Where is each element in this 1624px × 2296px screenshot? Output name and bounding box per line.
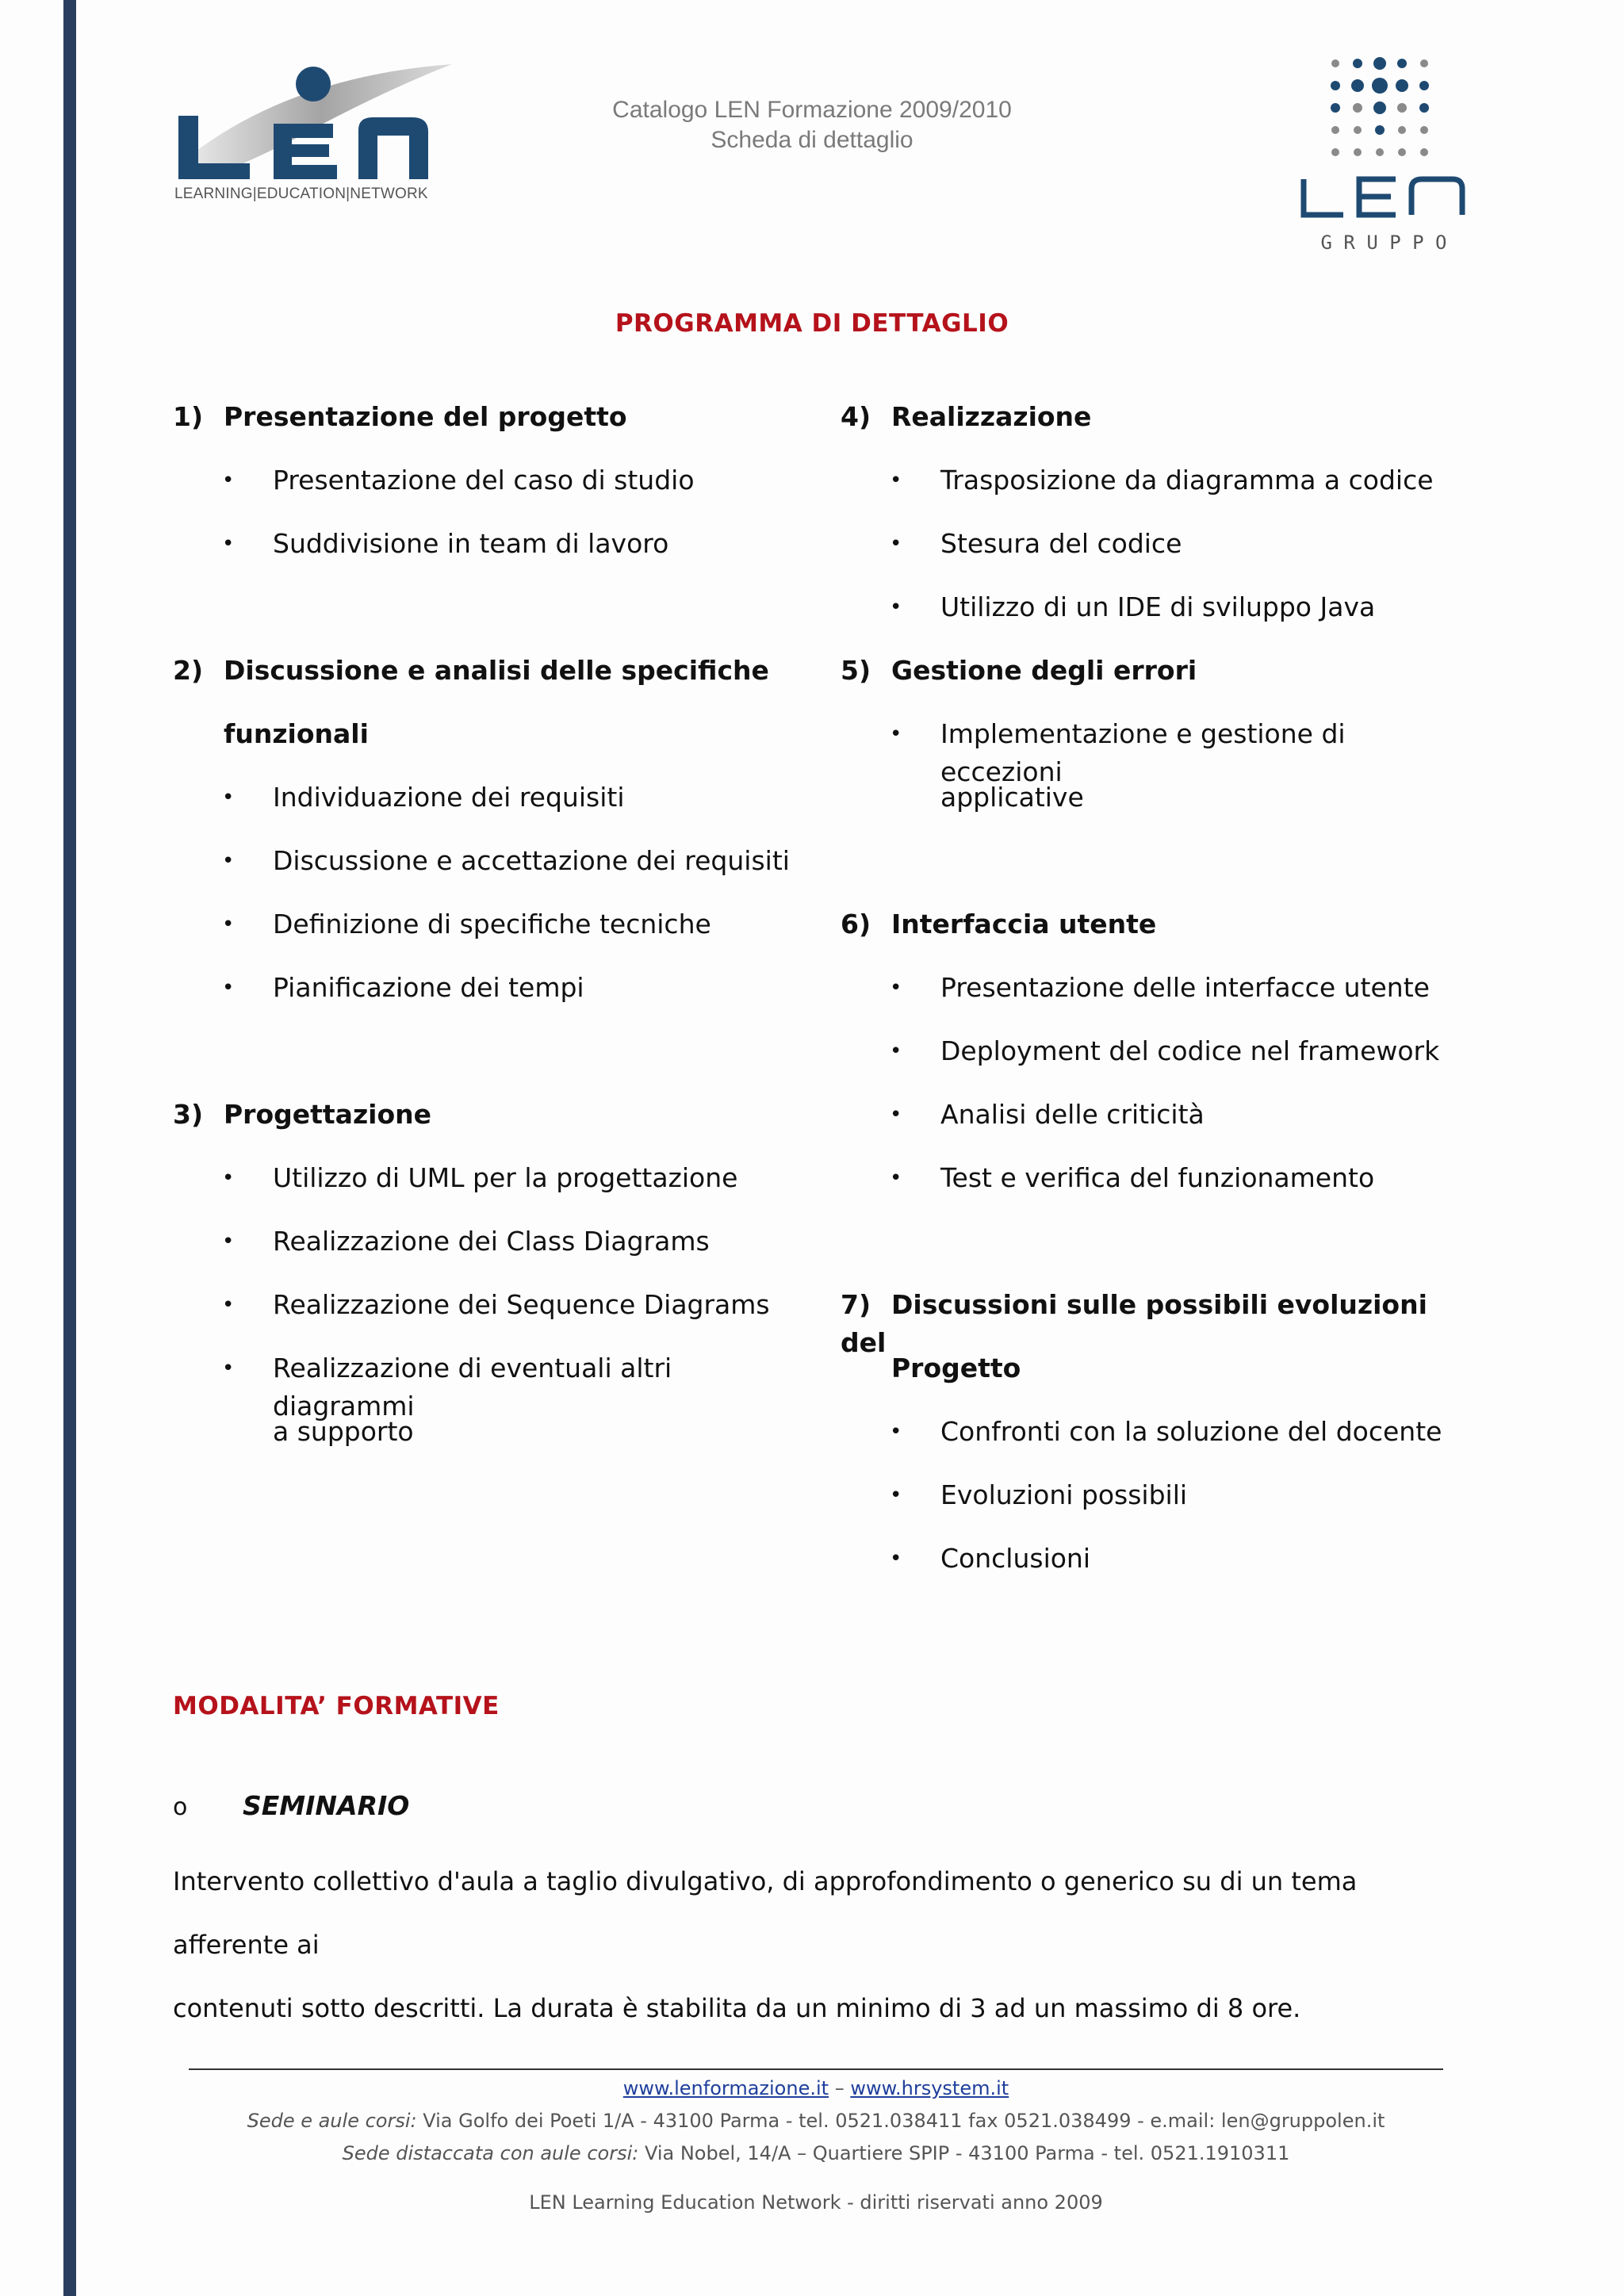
- footer-address-secondary: [189, 2142, 1443, 2164]
- bullet-icon: •: [222, 1166, 235, 1190]
- bullet-icon: •: [222, 469, 235, 492]
- footer-copyright: LEN Learning Education Network - diritti riservati anno 2009: [529, 2191, 1103, 2214]
- bullet-icon: •: [890, 595, 902, 619]
- section-heading: [841, 652, 1475, 715]
- section-number: 4): [841, 401, 871, 432]
- section-number: 3): [173, 1099, 204, 1130]
- footer-address-main: [189, 2110, 1443, 2132]
- list-item: [173, 842, 807, 905]
- list-item-text: Evoluzioni possibili: [940, 1479, 1188, 1510]
- list-item: [173, 525, 807, 588]
- section-number: 1): [173, 401, 204, 432]
- list-item-text: Discussione e accettazione dei requisiti: [273, 845, 790, 876]
- list-item-text: Test e verifica del funzionamento: [940, 1162, 1375, 1193]
- list-item: [173, 779, 807, 842]
- bullet-icon: •: [222, 913, 235, 936]
- list-item: [841, 1413, 1475, 1476]
- document-header: [574, 95, 1050, 155]
- program-left-column: [173, 398, 807, 1476]
- section-title: Realizzazione: [891, 401, 1092, 432]
- section-heading: [173, 715, 807, 779]
- list-item-text: Realizzazione dei Sequence Diagrams: [273, 1289, 770, 1320]
- bullet-icon: •: [222, 849, 235, 873]
- section-title: Presentazione del progetto: [224, 401, 627, 432]
- section-spacer: [173, 588, 807, 652]
- seminario-description-line: Intervento collettivo d'aula a taglio divulgativo, di approfondimento o generico su di un tema afferente ai: [173, 1866, 1358, 1960]
- list-item: [173, 1223, 807, 1286]
- section-heading: [841, 905, 1475, 969]
- programma-title: PROGRAMMA DI DETTAGLIO: [615, 309, 1009, 338]
- list-item-text: Pianificazione dei tempi: [273, 972, 584, 1003]
- list-item: [173, 1286, 807, 1349]
- section-spacer: [841, 1223, 1475, 1286]
- list-item: [841, 588, 1475, 652]
- gruppo-len-logo: [1293, 52, 1475, 258]
- bullet-icon: •: [222, 1293, 235, 1317]
- bullet-icon: •: [890, 1039, 902, 1063]
- footer-address-secondary-label: Sede distaccata con aule corsi:: [342, 2142, 639, 2164]
- list-item: [841, 1096, 1475, 1159]
- list-item-text: Conclusioni: [940, 1543, 1091, 1574]
- seminario-item: [173, 1787, 409, 1827]
- list-item: [841, 1159, 1475, 1223]
- section-spacer: [173, 1032, 807, 1096]
- list-item: [841, 1476, 1475, 1540]
- list-item: [173, 905, 807, 969]
- bullet-icon: •: [890, 1166, 902, 1190]
- section-number: 6): [841, 909, 871, 939]
- list-item-text: Individuazione dei requisiti: [273, 782, 625, 813]
- section-title: funzionali: [224, 718, 369, 749]
- seminario-description-line: contenuti sotto descritti. La durata è stabilita da un minimo di 3 ad un massimo di 8 ore.: [173, 1993, 1301, 2023]
- bullet-icon: •: [222, 1230, 235, 1253]
- bullet-icon: •: [222, 1357, 235, 1380]
- bullet-icon: •: [890, 1103, 902, 1127]
- bullet-icon: •: [890, 1547, 902, 1571]
- section-heading: [841, 1286, 1475, 1358]
- bullet-icon: •: [890, 722, 902, 746]
- footer-links: [189, 2077, 1443, 2099]
- list-item-text: Realizzazione dei Class Diagrams: [273, 1226, 710, 1257]
- section-title: Interfaccia utente: [891, 909, 1157, 939]
- bullet-icon: •: [222, 976, 235, 1000]
- hrsystem-link[interactable]: www.hrsystem.it: [850, 2077, 1009, 2099]
- gruppo-logo-subtitle: G R U P P O: [1320, 232, 1447, 254]
- bullet-icon: •: [890, 1420, 902, 1444]
- section-title: Gestione degli errori: [891, 655, 1197, 686]
- bullet-icon: •: [890, 1483, 902, 1507]
- section-title: Discussioni sulle possibili evoluzioni del: [841, 1289, 1427, 1358]
- bullet-icon: •: [222, 532, 235, 556]
- list-item-text: Suddivisione in team di lavoro: [273, 528, 669, 559]
- list-item-text: Confronti con la soluzione del docente: [940, 1416, 1442, 1447]
- footer-link-separator: –: [829, 2077, 851, 2099]
- section-heading: [841, 1349, 1475, 1413]
- list-item-text: Realizzazione di eventuali altri diagrammi: [273, 1353, 672, 1422]
- bullet-icon: •: [890, 469, 902, 492]
- section-number: 7): [841, 1289, 871, 1320]
- catalog-subtitle: Scheda di dettaglio: [710, 127, 914, 153]
- list-item-text: Presentazione delle interfacce utente: [940, 972, 1430, 1003]
- footer-address-secondary-text: Via Nobel, 14/A – Quartiere SPIP - 43100 Parma - tel. 0521.1910311: [638, 2142, 1290, 2164]
- list-item-text: applicative: [940, 782, 1084, 813]
- catalog-title: Catalogo LEN Formazione 2009/2010: [612, 97, 1012, 123]
- list-item: [841, 525, 1475, 588]
- list-item: [173, 1349, 807, 1422]
- list-item-text: Presentazione del caso di studio: [273, 465, 695, 496]
- len-logo-tagline: LEARNING|EDUCATION|NETWORK: [174, 186, 428, 202]
- list-item: [841, 461, 1475, 525]
- footer-address-main-text: Via Golfo dei Poeti 1/A - 43100 Parma - tel. 0521.038411 fax 0521.038499 - e.mail: len@gruppolen.it: [416, 2110, 1385, 2132]
- list-item-text: Definizione di specifiche tecniche: [273, 909, 711, 939]
- seminario-description: [173, 1850, 1465, 2040]
- section-title: Progetto: [891, 1353, 1021, 1383]
- list-item-text: Analisi delle criticità: [940, 1099, 1205, 1130]
- list-item: [841, 1032, 1475, 1096]
- section-heading: [173, 398, 807, 461]
- list-item: [841, 779, 1475, 842]
- footer-divider: [189, 2068, 1443, 2070]
- lenformazione-link[interactable]: www.lenformazione.it: [622, 2077, 829, 2099]
- list-item: [841, 715, 1475, 787]
- list-item: [173, 969, 807, 1032]
- list-item: [841, 1540, 1475, 1603]
- bullet-icon: •: [890, 976, 902, 1000]
- list-item-text: Trasposizione da diagramma a codice: [940, 465, 1434, 496]
- section-heading: [173, 1096, 807, 1159]
- program-right-column: [841, 398, 1475, 1603]
- section-spacer: [841, 842, 1475, 905]
- footer-address-main-label: Sede e aule corsi:: [247, 2110, 417, 2132]
- section-title: Discussione e analisi delle specifiche: [224, 655, 769, 686]
- bullet-icon: •: [222, 786, 235, 809]
- section-title: Progettazione: [224, 1099, 432, 1130]
- list-item: [173, 461, 807, 525]
- section-number: 5): [841, 655, 871, 686]
- section-heading: [173, 652, 807, 715]
- section-number: 2): [173, 655, 204, 686]
- list-item: [841, 969, 1475, 1032]
- section-heading: [841, 398, 1475, 461]
- list-item-text: Stesura del codice: [940, 528, 1182, 559]
- modalita-title: MODALITA’ FORMATIVE: [173, 1692, 500, 1720]
- list-item-text: Deployment del codice nel framework: [940, 1035, 1440, 1066]
- list-item-text: Implementazione e gestione di eccezioni: [940, 718, 1346, 787]
- seminario-title: SEMINARIO: [243, 1790, 410, 1821]
- list-item-text: Utilizzo di UML per la progettazione: [273, 1162, 738, 1193]
- list-item: [173, 1413, 807, 1476]
- list-item: [173, 1159, 807, 1223]
- circle-bullet: o: [173, 1793, 188, 1821]
- bullet-icon: •: [890, 532, 902, 556]
- list-item-text: a supporto: [273, 1416, 414, 1447]
- left-margin-bar: [63, 0, 76, 2296]
- list-item-text: Utilizzo di un IDE di sviluppo Java: [940, 591, 1376, 622]
